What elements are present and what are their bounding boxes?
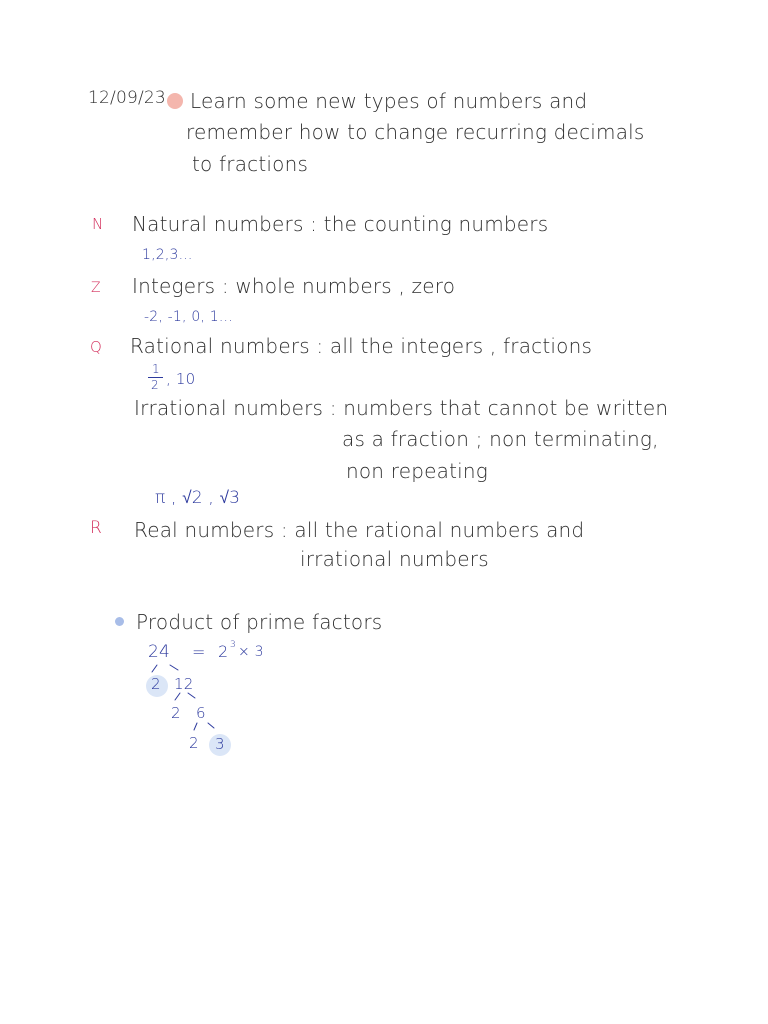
rational-symbol: Q (90, 338, 103, 356)
result-rest: × 3 (238, 644, 264, 660)
tree-node-3: 3 (215, 735, 225, 753)
tree-node-2a: 2 (151, 675, 161, 693)
real-definition-line-2: irrational numbers (300, 547, 489, 571)
integers-definition: Integers : whole numbers , zero (132, 274, 456, 298)
irrational-example: π , √2 , √3 (155, 488, 241, 508)
objective-bullet (167, 93, 183, 109)
natural-symbol: N (92, 215, 104, 233)
rational-definition: Rational numbers : all the integers , fractions (130, 334, 593, 358)
tree-node-6: 6 (196, 704, 206, 722)
tree-node-12: 12 (174, 675, 194, 693)
irrational-definition-line-1: Irrational numbers : numbers that cannot be written (134, 396, 669, 420)
natural-definition: Natural numbers : the counting numbers (132, 212, 549, 236)
prime-factors-bullet (115, 617, 124, 626)
natural-example: 1,2,3... (142, 247, 193, 263)
integers-example: -2, -1, 0, 1... (144, 309, 233, 325)
prime-factors-heading: Product of prime factors (136, 610, 383, 634)
result-base: 2 (218, 642, 229, 661)
rational-example (147, 363, 227, 393)
result-exponent: 3 (230, 640, 236, 650)
rational-example-rest: , 10 (166, 370, 196, 388)
tree-node-2c: 2 (189, 734, 199, 752)
objective-line-3: to fractions (192, 152, 309, 176)
real-symbol: R (90, 518, 103, 538)
fraction-numerator: 1 (152, 362, 160, 376)
equals-sign: = (192, 642, 206, 661)
tree-node-2b: 2 (171, 704, 181, 722)
integers-symbol: Z (91, 280, 101, 296)
factor-tree (140, 660, 260, 760)
objective-line-2: remember how to change recurring decimals (186, 120, 645, 144)
real-definition-line-1: Real numbers : all the rational numbers and (134, 518, 585, 542)
fraction-denominator: 2 (151, 378, 159, 392)
note-date: 12/09/23 (88, 88, 166, 108)
irrational-definition-line-2: as a fraction ; non terminating, (342, 427, 659, 451)
objective-line-1: Learn some new types of numbers and (190, 89, 588, 113)
factored-number: 24 (148, 642, 171, 662)
irrational-definition-line-3: non repeating (346, 459, 488, 483)
